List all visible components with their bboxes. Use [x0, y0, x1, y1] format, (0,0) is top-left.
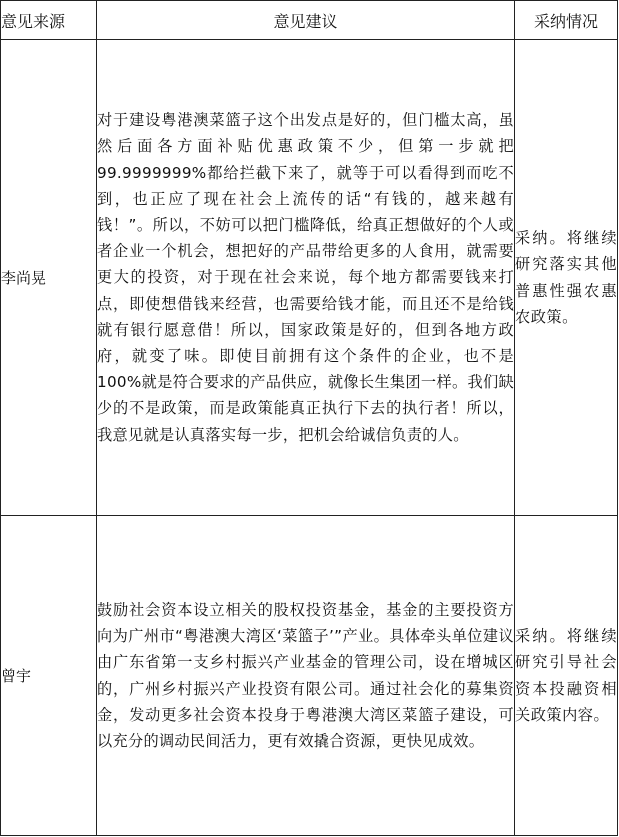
suggestion-cell: 鼓励社会资本设立相关的股权投资基金，基金的主要投资方向为广州市“粤港澳大湾区‘菜篮子’”产业。具体牵头单位建议由广东省第一支乡村振兴产业基金的管理公司，设在增城区的，广州乡村振兴产业投资有限公司。通过社会化的募集资金，发动更多社会资本投身于粤港澳大湾区菜篮子建设，可以充分的调动民间活力，更有效撬合资源，更快见成效。	[97, 516, 515, 836]
suggestion-cell: 对于建设粤港澳菜篮子这个出发点是好的，但门槛太高，虽然后面各方面补贴优惠政策不少，但第一步就把 99.9999999%都给拦截下来了，就等于可以看得到而吃不到，也正应了现在社会上流传的话“有钱的，越来越有钱！”。所以，不妨可以把门槛降低，给真正想做好的个人或者企业一个机会，想把好的产品带给更多的人食用，就需要更大的投资，对于现在社会来说，每个地方都需要钱来打点，即使想借钱来经营，也需要给钱才能，而且还不是给钱就有银行愿意借！所以，国家政策是好的，但到各地方政府，就变了味。即使目前拥有这个条件的企业，也不是 100%就是符合要求的产品供应，就像长生集团一样。我们缺少的不是政策，而是政策能真正执行下去的执行者！所以，我意见就是认真落实每一步，把机会给诚信负责的人。	[97, 40, 515, 516]
table-row	[1, 40, 618, 516]
table-row	[1, 516, 618, 836]
header-suggestion: 意见建议	[97, 1, 515, 40]
source-cell: 李尚晃	[1, 40, 97, 516]
adoption-cell: 采纳。将继续研究引导社会资本投融资相关政策内容。	[515, 516, 618, 836]
header-source: 意见来源	[1, 1, 97, 40]
header-adoption: 采纳情况	[515, 1, 618, 40]
adoption-cell: 采纳。将继续研究落实其他普惠性强农惠农政策。	[515, 40, 618, 516]
header-row	[1, 1, 618, 40]
source-cell: 曾宇	[1, 516, 97, 836]
